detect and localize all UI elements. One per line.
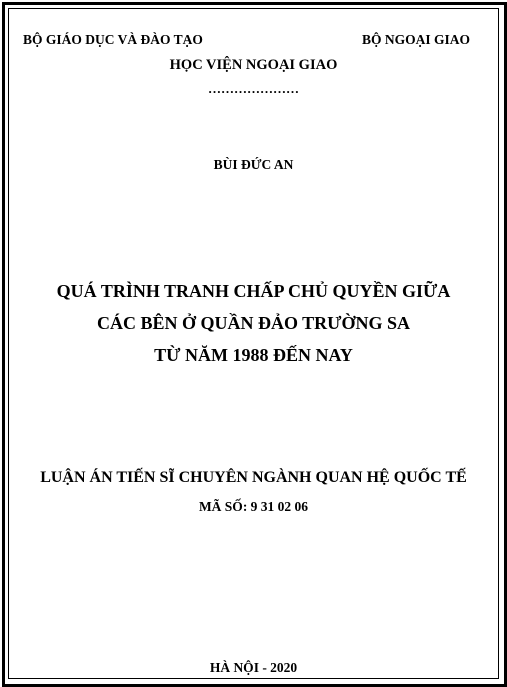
ministry-foreign-affairs-label: BỘ NGOẠI GIAO: [362, 32, 471, 47]
author-name: BÙI ĐỨC AN: [213, 157, 294, 172]
separator-dots: …………………: [208, 81, 299, 96]
thesis-title-line-3: TỪ NĂM 1988 ĐẾN NAY: [154, 345, 353, 365]
degree-label: LUẬN ÁN TIẾN SĨ CHUYÊN NGÀNH QUAN HỆ QUỐC TẾ: [40, 469, 467, 486]
place-and-year: HÀ NỘI - 2020: [209, 660, 298, 675]
thesis-title-line-1: QUÁ TRÌNH TRANH CHẤP CHỦ QUYỀN GIỮA: [56, 281, 451, 301]
program-code: MÃ SỐ: 9 31 02 06: [198, 499, 309, 514]
ministry-education-label: BỘ GIÁO DỤC VÀ ĐÀO TẠO: [23, 32, 203, 47]
thesis-title-line-2: CÁC BÊN Ở QUẦN ĐẢO TRƯỜNG SA: [96, 313, 411, 333]
page-border-inner: [8, 8, 499, 679]
academy-name: HỌC VIỆN NGOẠI GIAO: [169, 57, 338, 73]
